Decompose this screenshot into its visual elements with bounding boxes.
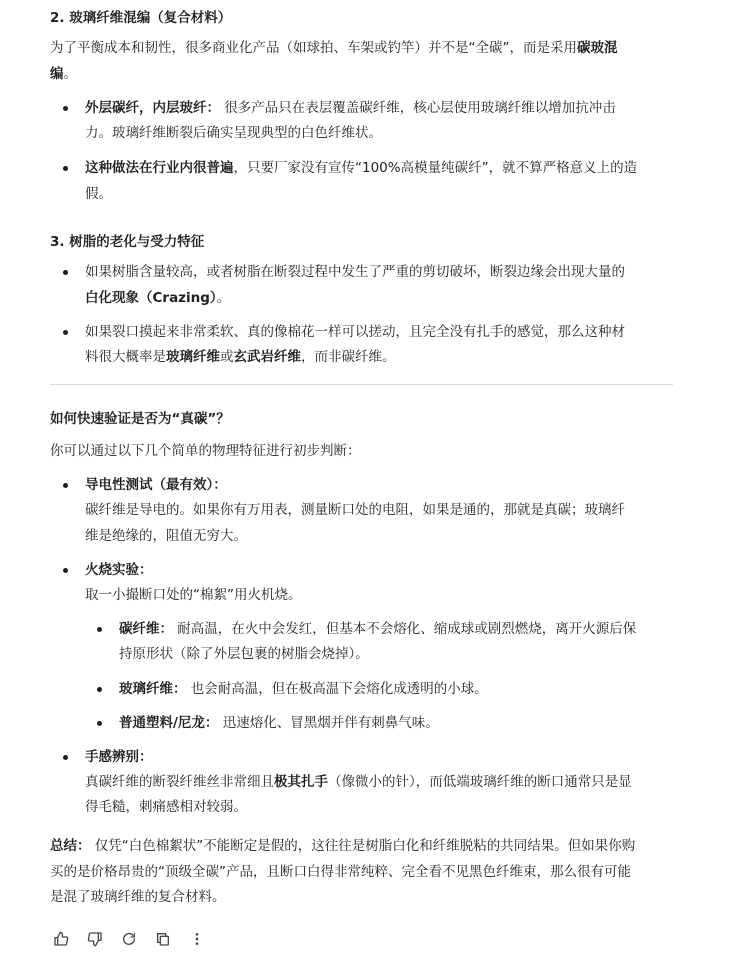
list-item-text: 真碳纤维的断裂纤维丝非常细且极其扎手（像微小的针），而低端玻璃纤维的断口通常只是显 <box>85 774 632 790</box>
section-heading: 如何快速验证是否为“真碳”？ <box>50 411 230 427</box>
more-vert-icon[interactable] <box>186 928 208 950</box>
list-item-text: 碳纤维是导电的。如果你有万用表，测量断口处的电阻，如果是通的，那就是真碳；玻璃纤 <box>85 502 625 518</box>
list-item-cont: 白化现象（Crazing）。 <box>85 290 231 306</box>
response-actions <box>50 928 208 950</box>
summary-paragraph-cont: 是混了玻璃纤维的复合材料。 <box>50 889 226 905</box>
paragraph: 你可以通过以下几个简单的物理特征进行初步判断： <box>50 443 361 459</box>
list-item-title: 火烧实验： <box>85 557 153 583</box>
regenerate-icon[interactable] <box>118 928 140 950</box>
sub-list-item-cont: 持原形状（除了外层包裹的树脂会烧掉）。 <box>119 646 369 662</box>
paragraph-cont: 编。 <box>50 66 77 82</box>
list-item: 如果裂口摸起来非常柔软、真的像棉花一样可以搓动，且完全没有扎手的感觉，那么这种材 <box>85 319 685 345</box>
sub-list-item: 普通塑料/尼龙： 迅速熔化、冒黑烟并伴有刺鼻气味。 <box>119 710 679 736</box>
section-heading: 3. 树脂的老化与受力特征 <box>50 234 205 250</box>
list-item-title: 手感辨别： <box>85 744 153 770</box>
list-item: 外层碳纤，内层玻纤： 很多产品只在表层覆盖碳纤维，核心层使用玻璃纤维以增加抗冲击 <box>85 95 685 121</box>
summary-paragraph-cont: 买的是价格昂贵的“顶级全碳”产品，且断口白得非常纯粹、完全看不见黑色纤维束，那么很有可能 <box>50 864 631 880</box>
divider <box>50 384 673 385</box>
list-item: 如果树脂含量较高，或者树脂在断裂过程中发生了严重的剪切破坏，断裂边缘会出现大量的 <box>85 259 685 285</box>
list-item: 这种做法在行业内很普遍，只要厂家没有宣传“100%高模量纯碳纤”，就不算严格意义上的造 <box>85 155 685 181</box>
sub-list-item: 碳纤维： 耐高温，在火中会发红，但基本不会熔化、缩成球或剧烈燃烧，离开火源后保 <box>119 616 679 642</box>
thumb-up-icon[interactable] <box>50 928 72 950</box>
sub-list-item: 玻璃纤维： 也会耐高温，但在极高温下会熔化成透明的小球。 <box>119 676 679 702</box>
section-heading: 2. 玻璃纤维混编（复合材料） <box>50 10 232 26</box>
list-item-cont: 假。 <box>85 186 112 202</box>
copy-icon[interactable] <box>152 928 174 950</box>
summary-paragraph: 总结： 仅凭“白色棉絮状”不能断定是假的，这往往是树脂白化和纤维脱粘的共同结果。但如果你购 <box>50 838 636 854</box>
list-item-title: 导电性测试（最有效）： <box>85 472 227 498</box>
thumb-down-icon[interactable] <box>84 928 106 950</box>
paragraph: 为了平衡成本和韧性，很多商业化产品（如球拍、车架或钓竿）并不是“全碳”，而是采用碳玻混 <box>50 40 618 56</box>
list-item-cont: 料很大概率是玻璃纤维或玄武岩纤维，而非碳纤维。 <box>85 349 396 365</box>
list-item-text: 维是绝缘的，阻值无穷大。 <box>85 528 247 544</box>
list-item-cont: 力。玻璃纤维断裂后确实呈现典型的白色纤维状。 <box>85 125 382 141</box>
list-item-text: 得毛糙，刺痛感相对较弱。 <box>85 799 247 815</box>
list-item-text: 取一小撮断口处的“棉絮”用火机烧。 <box>85 587 302 603</box>
